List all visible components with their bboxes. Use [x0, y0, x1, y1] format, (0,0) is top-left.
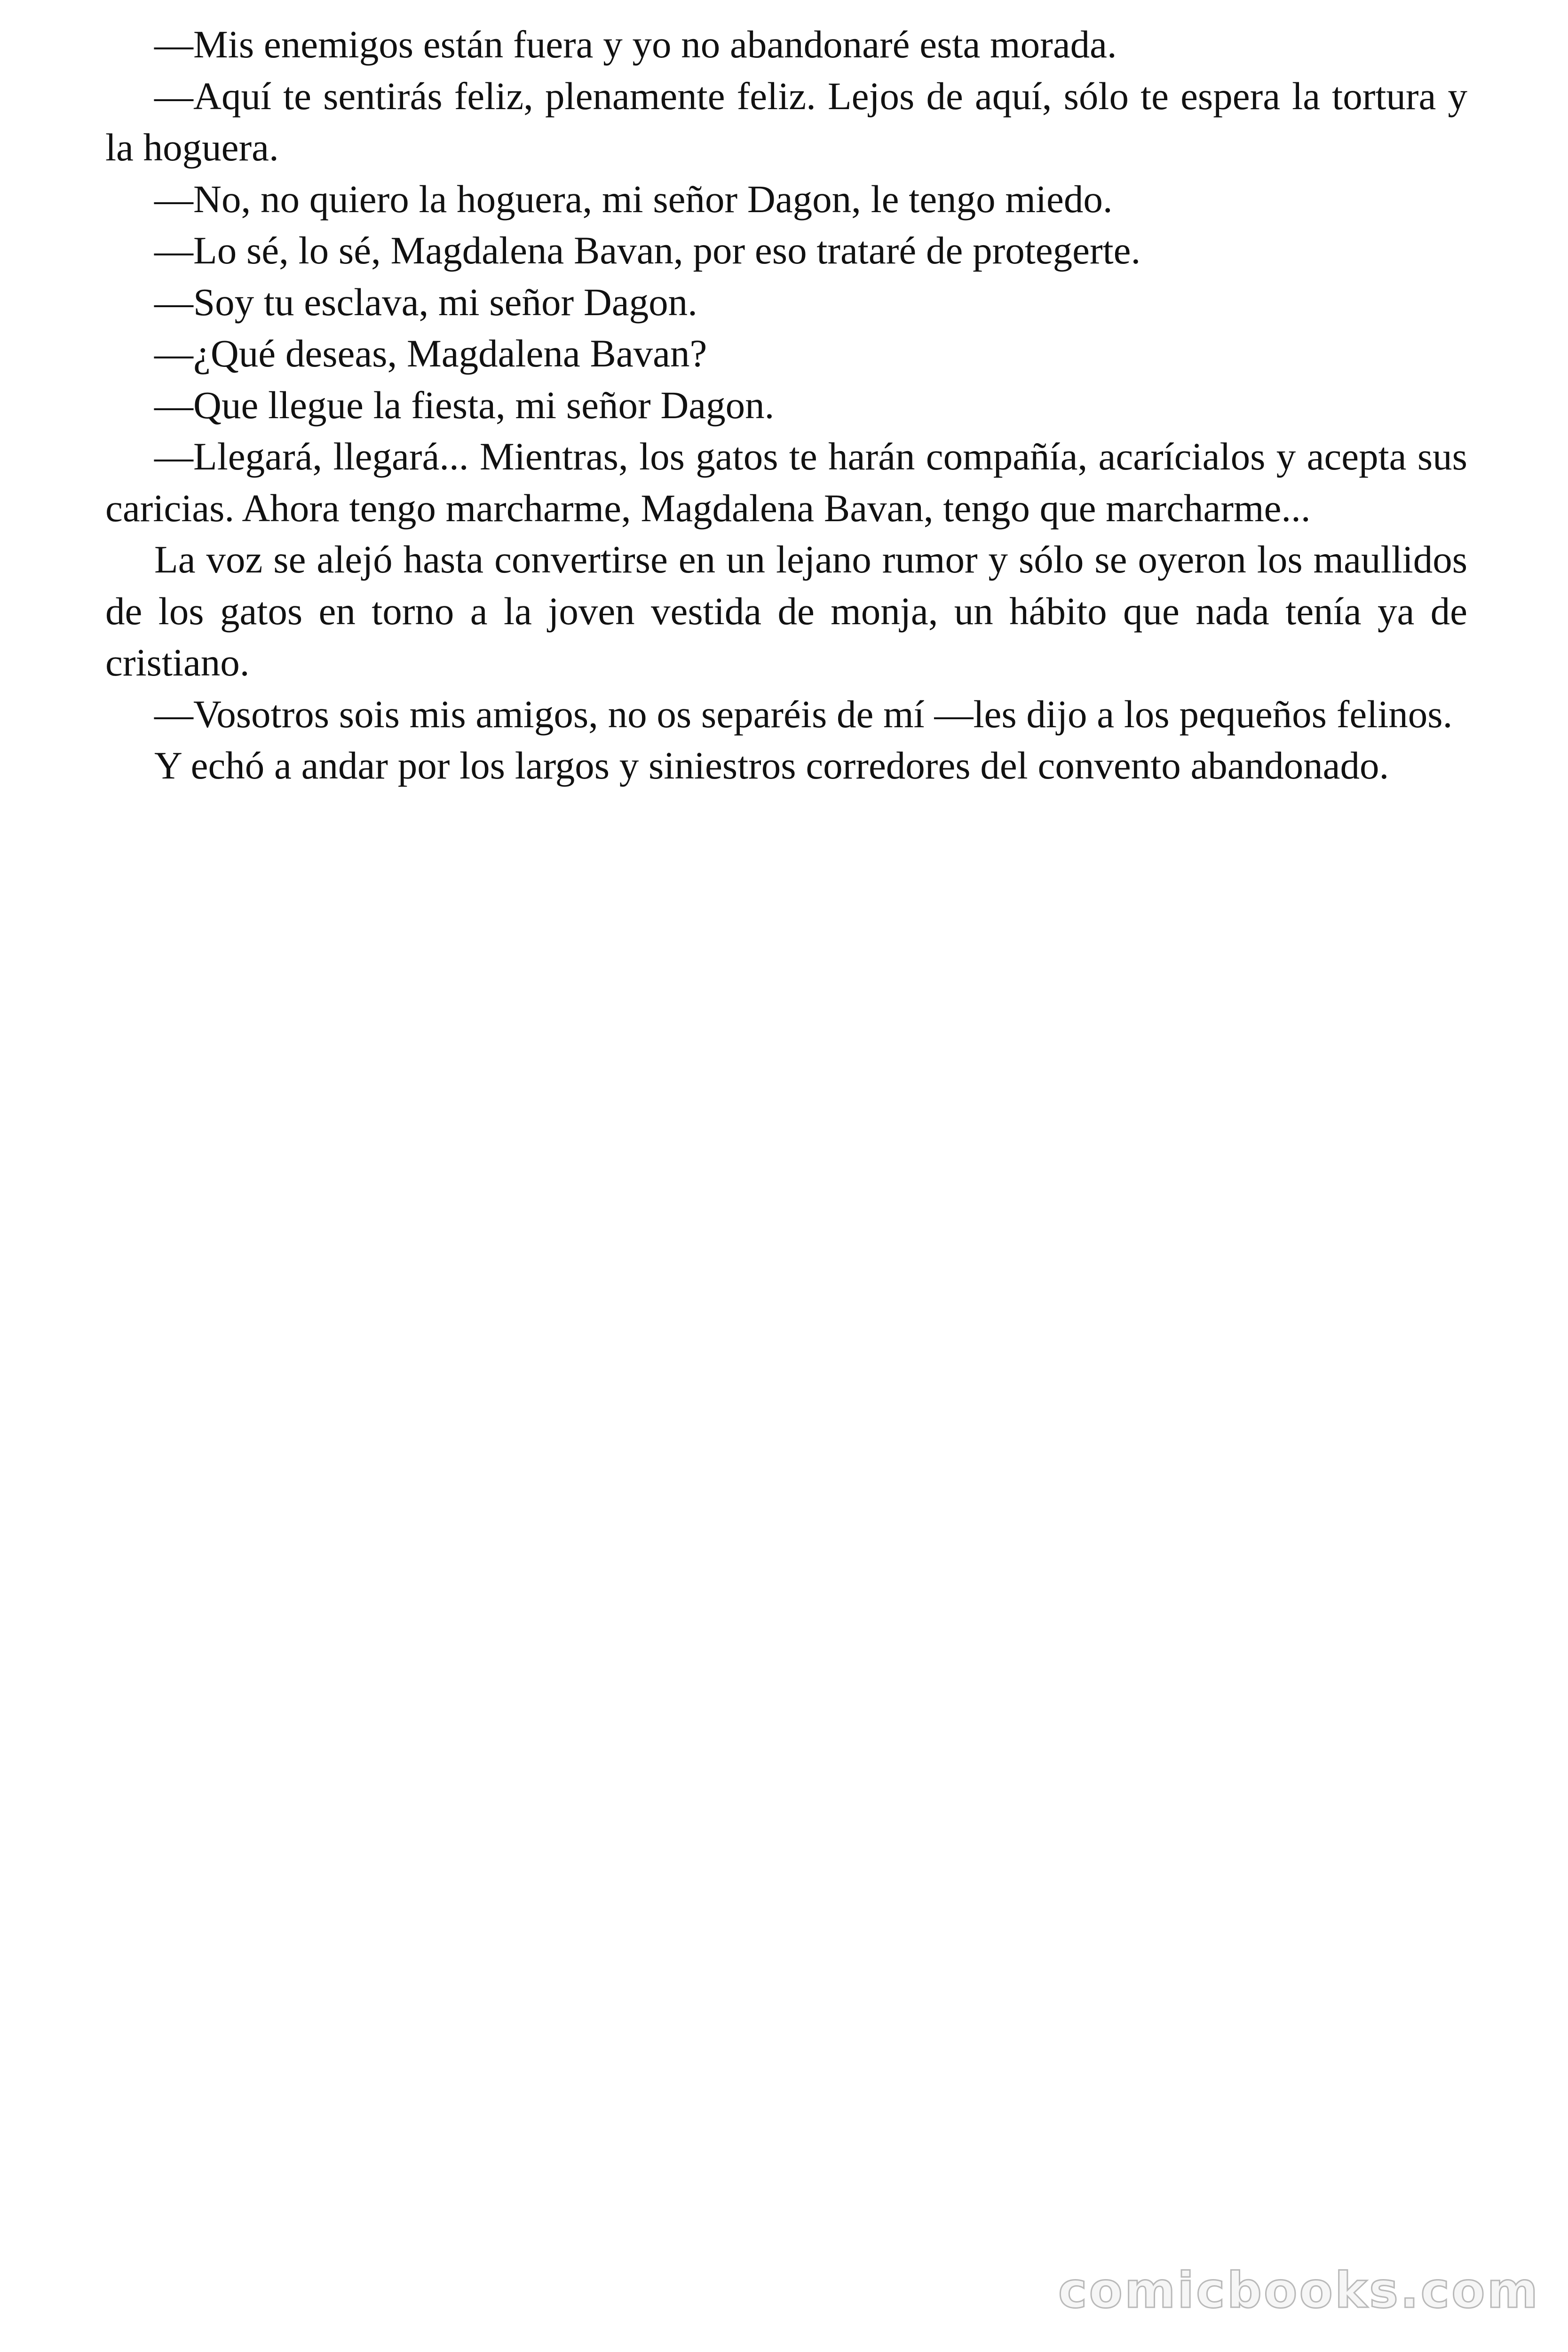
paragraph: —¿Qué deseas, Magdalena Bavan? — [154, 332, 707, 375]
paragraph: —Aquí te sentirás feliz, plenamente feliz. Lejos de aquí, sólo te espera la tortura y la hoguera. — [105, 74, 1467, 169]
paragraph: —No, no quiero la hoguera, mi señor Dagon, le tengo miedo. — [154, 177, 1113, 221]
watermark: comicbooks.com — [1058, 2262, 1540, 2319]
paragraph: —Llegará, llegará... Mientras, los gatos te harán compañía, acarícialos y acepta sus caricias. Ahora tengo marcharme, Magdalena Bavan, tengo que marcharme... — [105, 435, 1467, 530]
paragraph: —Vosotros sois mis amigos, no os separéis de mí —les dijo a los pequeños felinos. — [154, 692, 1453, 736]
paragraph: —Que llegue la fiesta, mi señor Dagon. — [154, 383, 775, 427]
paragraph: —Soy tu esclava, mi señor Dagon. — [154, 280, 697, 324]
paragraph: La voz se alejó hasta convertirse en un lejano rumor y sólo se oyeron los maullidos de los gatos en torno a la joven vestida de monja, un hábito que nada tenía ya de cristiano. — [105, 538, 1467, 684]
paragraph: —Mis enemigos están fuera y yo no abandonaré esta morada. — [154, 23, 1117, 66]
body-text — [105, 19, 1467, 792]
paragraph: —Lo sé, lo sé, Magdalena Bavan, por eso trataré de protegerte. — [154, 229, 1141, 272]
paragraph: Y echó a andar por los largos y siniestros corredores del convento abandonado. — [154, 744, 1389, 787]
